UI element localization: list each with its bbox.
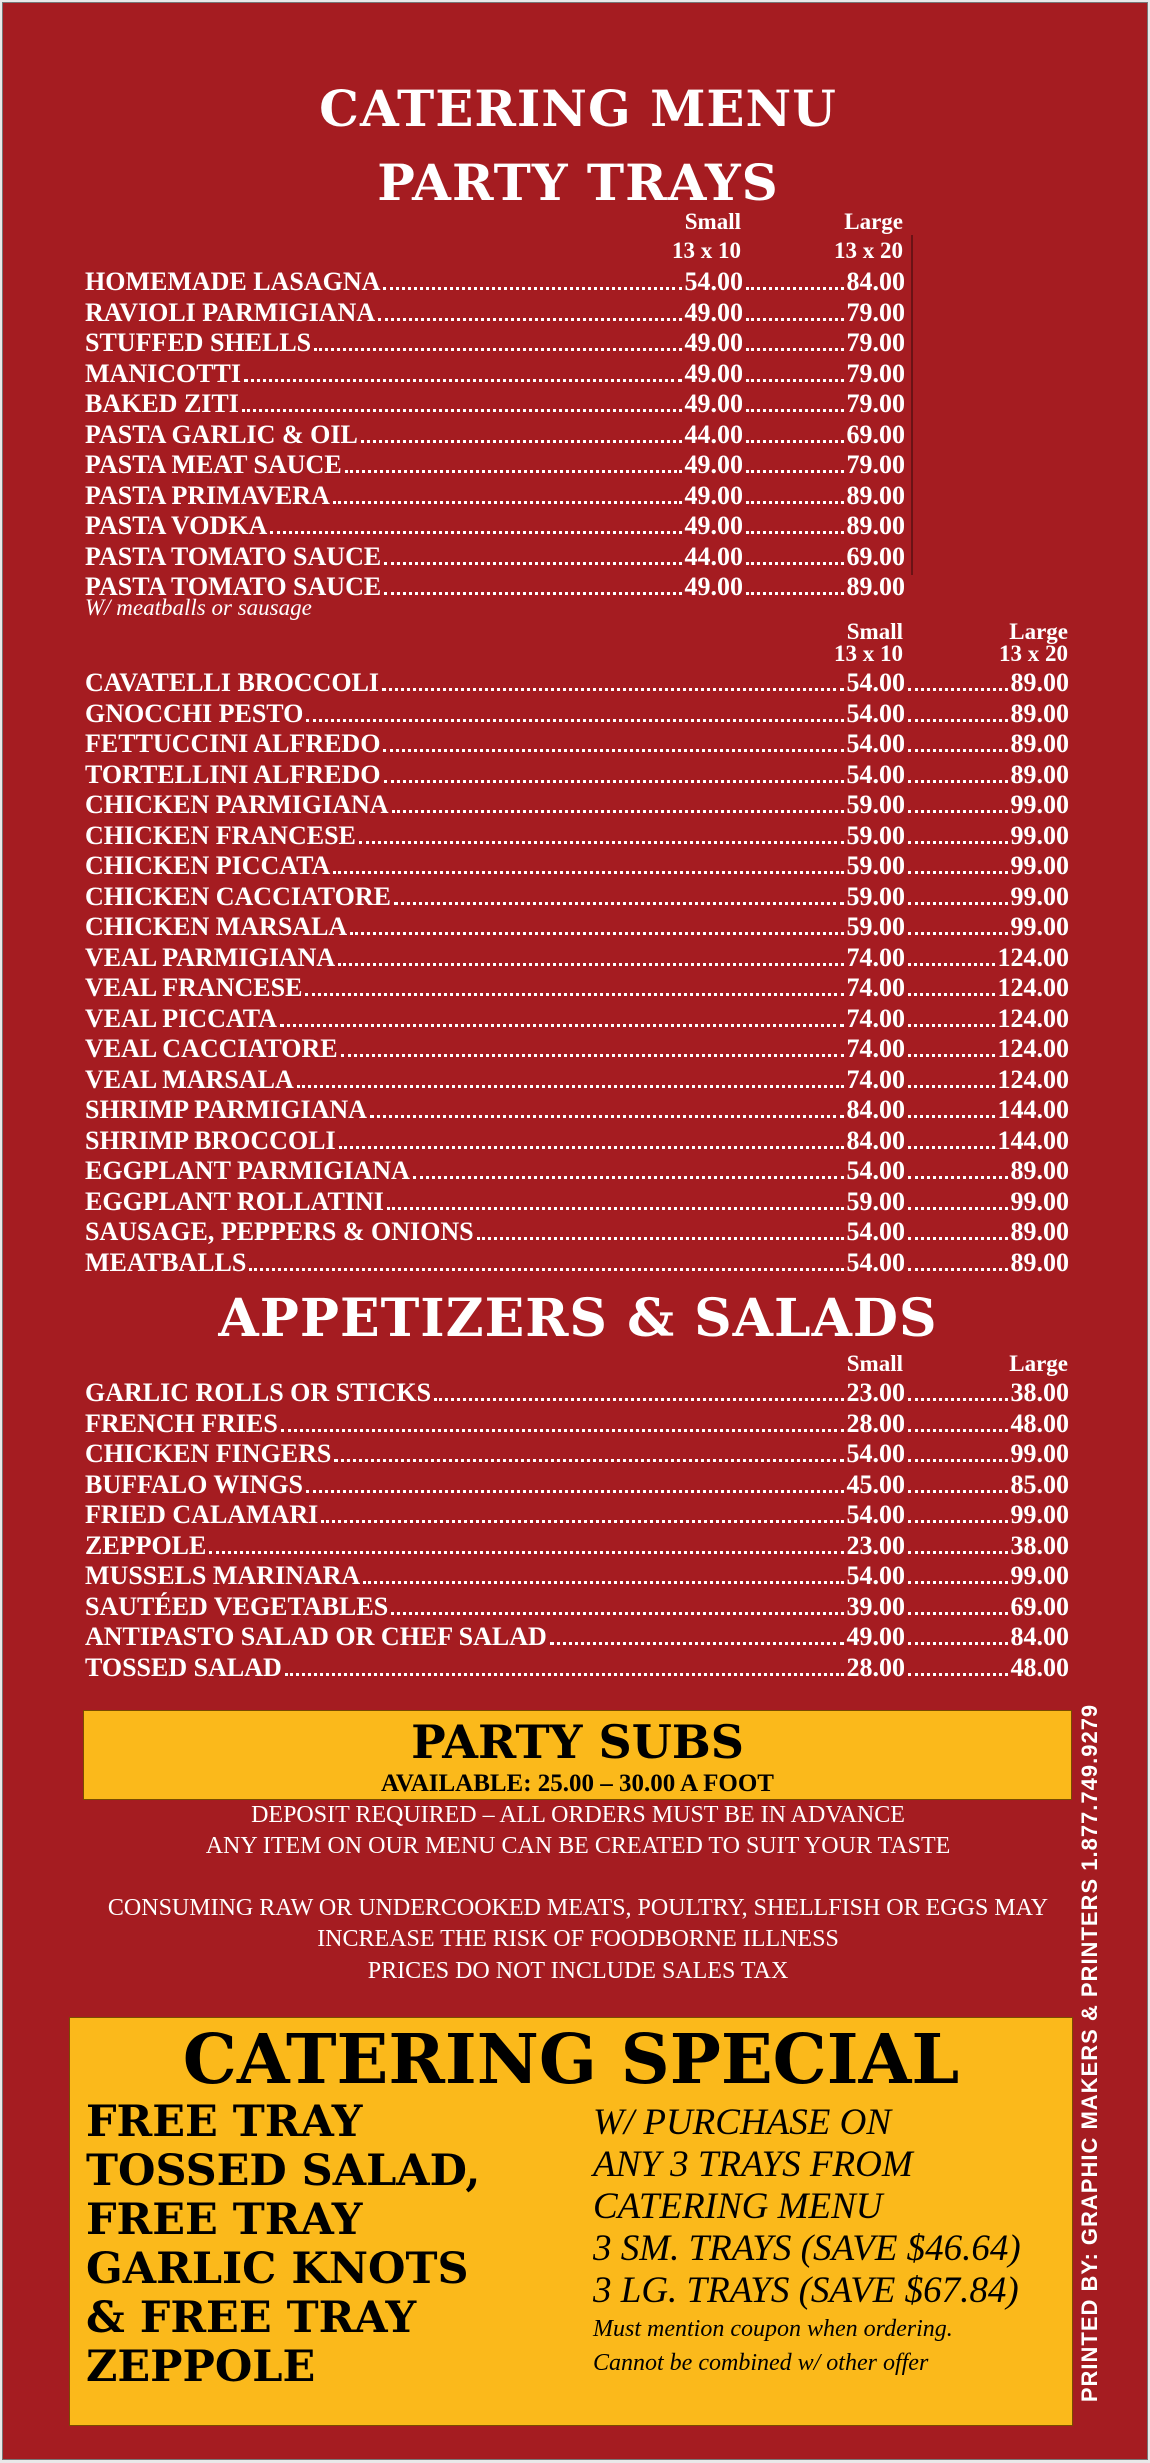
dot-leader [908, 841, 1008, 844]
large-price: 84.00 [846, 267, 905, 296]
dot-leader [908, 1673, 1008, 1676]
item-name: CAVATELLI BROCCOLI [85, 668, 380, 697]
large-price: 99.00 [1010, 851, 1069, 880]
dot-leader [361, 440, 682, 443]
item-name: SHRIMP BROCCOLI [85, 1125, 336, 1155]
dot-leader [746, 318, 844, 321]
dot-leader [339, 1146, 844, 1149]
small-price: 74.00 [846, 1003, 905, 1033]
large-price: 79.00 [846, 328, 905, 357]
dot-leader [392, 810, 844, 813]
large-price: 144.00 [997, 1125, 1069, 1155]
dot-leader [908, 1207, 1008, 1210]
dot-leader [477, 1237, 844, 1240]
large-price: 69.00 [846, 541, 905, 571]
small-price: 54.00 [846, 729, 905, 758]
dot-leader [306, 719, 843, 722]
dot-leader [746, 562, 844, 565]
small-price: 49.00 [684, 450, 743, 479]
menu-item-row [85, 1217, 1069, 1247]
small-price: 84.00 [846, 1125, 905, 1155]
printed-by-text: PRINTED BY: GRAPHIC MAKERS & PRINTERS 1.877.749.9279 [1077, 1703, 1102, 2403]
menu-item-row [85, 481, 905, 511]
small-price: 54.00 [846, 1217, 905, 1246]
large-price: 99.00 [1010, 1439, 1069, 1468]
menu-item-row [85, 450, 905, 480]
item-name: TOSSED SALAD [85, 1652, 282, 1682]
special-right-line: ANY 3 TRAYS FROM [593, 2144, 913, 2185]
small-price: 49.00 [846, 1622, 905, 1651]
small-price: 59.00 [846, 820, 905, 850]
menu-item-row [85, 359, 905, 389]
special-right-line: 3 SM. TRAYS (SAVE $46.64) [593, 2228, 1021, 2269]
large-price: 124.00 [997, 973, 1069, 1002]
dot-leader [383, 749, 843, 752]
party-trays-title: PARTY TRAYS [377, 153, 779, 212]
dot-leader [314, 348, 681, 351]
dot-leader [746, 348, 844, 351]
item-name: PASTA PRIMAVERA [85, 480, 330, 510]
menu-item-row [85, 389, 905, 419]
small-price: 39.00 [846, 1591, 905, 1621]
menu-item-row [85, 943, 1069, 973]
item-name: BAKED ZITI [85, 389, 239, 418]
small-price: 28.00 [846, 1408, 905, 1438]
item-name: EGGPLANT PARMIGIANA [85, 1156, 410, 1185]
small-price: 59.00 [846, 912, 905, 941]
dot-leader [908, 932, 1008, 935]
dot-leader [908, 871, 1008, 874]
item-name: ZEPPOLE [85, 1530, 207, 1560]
item-name: MUSSELS MARINARA [85, 1561, 361, 1590]
small-price: 74.00 [846, 942, 905, 972]
item-name: FRENCH FRIES [85, 1408, 278, 1438]
dot-leader [270, 531, 681, 534]
special-offer-left [86, 2098, 480, 2392]
menu-item-row [85, 1561, 1069, 1591]
large-price: 99.00 [1010, 1561, 1069, 1590]
small-price: 44.00 [684, 541, 743, 571]
special-right-line: 3 LG. TRAYS (SAVE $67.84) [593, 2270, 1019, 2311]
dot-leader [281, 1429, 844, 1432]
menu-item-row [85, 328, 905, 358]
item-name: VEAL FRANCESE [85, 973, 303, 1002]
menu-item-row [85, 729, 1069, 759]
large-price: 144.00 [997, 1095, 1069, 1124]
small-price: 49.00 [684, 572, 743, 601]
dot-leader [338, 963, 843, 966]
dot-leader [908, 1551, 1008, 1554]
special-right-line: CATERING MENU [593, 2186, 883, 2227]
dot-leader [297, 1085, 844, 1088]
dot-leader [285, 1673, 844, 1676]
small-price: 54.00 [846, 1500, 905, 1529]
dot-leader [746, 409, 844, 412]
large-price: 79.00 [846, 297, 905, 327]
dot-leader [908, 1612, 1008, 1615]
menu-item-row [85, 1156, 1069, 1186]
item-name: ANTIPASTO SALAD OR CHEF SALAD [85, 1622, 547, 1651]
small-price: 74.00 [846, 973, 905, 1002]
large-price: 89.00 [1010, 668, 1069, 697]
large-price: 99.00 [1010, 912, 1069, 941]
menu-item-row [85, 1622, 1069, 1652]
dot-leader [908, 1581, 1008, 1584]
menu-item-row [85, 699, 1069, 729]
dot-leader [363, 1581, 843, 1584]
item-name: SAUSAGE, PEPPERS & ONIONS [85, 1217, 474, 1246]
small-price: 23.00 [846, 1530, 905, 1560]
printed-by-credit [1067, 1703, 1113, 2403]
dot-leader [908, 749, 1008, 752]
item-name: BUFFALO WINGS [85, 1469, 303, 1499]
special-left-line: FREE TRAY [86, 2195, 363, 2245]
menu-item-row [85, 1592, 1069, 1622]
large-price: 79.00 [846, 389, 905, 418]
small-price: 45.00 [846, 1469, 905, 1499]
small-price: 49.00 [684, 480, 743, 510]
dot-leader [746, 531, 844, 534]
item-name: STUFFED SHELLS [85, 328, 312, 357]
large-price: 89.00 [846, 480, 905, 510]
small-price: 84.00 [846, 1095, 905, 1124]
item-name: VEAL MARSALA [85, 1064, 294, 1094]
dot-leader [334, 1459, 843, 1462]
dot-leader [746, 440, 844, 443]
item-name: CHICKEN CACCIATORE [85, 881, 392, 911]
small-price: 49.00 [684, 328, 743, 357]
large-price: 124.00 [997, 1034, 1069, 1063]
menu-item-row [85, 1500, 1069, 1530]
deposit-note: DEPOSIT REQUIRED – ALL ORDERS MUST BE IN ADVANCE [251, 1802, 905, 1828]
dot-leader [908, 1490, 1008, 1493]
menu-item-row [85, 821, 1069, 851]
dot-leader [333, 501, 682, 504]
special-left-line: GARLIC KNOTS [86, 2244, 469, 2294]
dot-leader [244, 379, 681, 382]
entree-large-size: 13 x 20 [999, 641, 1068, 666]
menu-item-row [85, 790, 1069, 820]
small-price: 44.00 [684, 419, 743, 449]
menu-item-row [85, 420, 905, 450]
small-price: 49.00 [684, 511, 743, 540]
small-price: 49.00 [684, 358, 743, 388]
dot-leader [345, 470, 682, 473]
large-price: 89.00 [1010, 1217, 1069, 1246]
item-name: MEATBALLS [85, 1247, 247, 1277]
special-right-line: W/ PURCHASE ON [593, 2102, 892, 2143]
small-price: 54.00 [846, 1439, 905, 1468]
menu-item-row [85, 973, 1069, 1003]
small-price: 54.00 [846, 1156, 905, 1185]
menu-item-row [85, 511, 905, 541]
large-price: 38.00 [1010, 1530, 1069, 1560]
item-name: HOMEMADE LASAGNA [85, 267, 381, 296]
menu-item-row [85, 760, 1069, 790]
dot-leader [359, 841, 844, 844]
menu-item-row [85, 1409, 1069, 1439]
pasta-small-header: Small [684, 209, 741, 234]
large-price: 89.00 [1010, 729, 1069, 758]
dot-leader [242, 409, 682, 412]
small-price: 54.00 [684, 267, 743, 296]
special-fine-print: Must mention coupon when ordering. [593, 2316, 953, 2342]
dot-leader [387, 1207, 844, 1210]
small-price: 49.00 [684, 389, 743, 418]
entree-small-header: Small [846, 619, 903, 644]
menu-item-row [85, 912, 1069, 942]
large-price: 89.00 [1010, 698, 1069, 728]
large-price: 124.00 [997, 1003, 1069, 1033]
item-name: FRIED CALAMARI [85, 1500, 319, 1529]
item-name: CHICKEN PARMIGIANA [85, 790, 389, 819]
pasta-large-header: Large [844, 209, 903, 234]
small-price: 74.00 [846, 1064, 905, 1094]
dot-leader [746, 379, 844, 382]
menu-item-row [85, 1378, 1069, 1408]
small-price: 54.00 [846, 1561, 905, 1590]
item-name: MANICOTTI [85, 358, 242, 388]
large-price: 99.00 [1010, 790, 1069, 819]
item-name: PASTA GARLIC & OIL [85, 419, 358, 449]
dot-leader [908, 993, 995, 996]
large-price: 99.00 [1010, 820, 1069, 850]
dot-leader [382, 688, 843, 691]
entree-large-header: Large [1009, 619, 1068, 644]
large-price: 124.00 [997, 1064, 1069, 1094]
dot-leader [908, 810, 1008, 813]
large-price: 89.00 [1010, 1156, 1069, 1185]
dot-leader [908, 1237, 1008, 1240]
item-name: CHICKEN FRANCESE [85, 820, 356, 850]
menu-item-row [85, 1065, 1069, 1095]
item-name: PASTA VODKA [85, 511, 268, 540]
small-price: 49.00 [684, 297, 743, 327]
dot-leader [249, 1268, 843, 1271]
item-name: EGGPLANT ROLLATINI [85, 1186, 384, 1216]
party-subs-price: AVAILABLE: 25.00 – 30.00 A FOOT [381, 1770, 774, 1797]
item-name: TORTELLINI ALFREDO [85, 759, 381, 789]
item-name: VEAL PARMIGIANA [85, 942, 336, 972]
dot-leader [280, 1024, 844, 1027]
dot-leader [384, 592, 681, 595]
menu-item-row [85, 1034, 1069, 1064]
dot-leader [746, 592, 844, 595]
item-name: GARLIC ROLLS OR STICKS [85, 1378, 432, 1407]
dot-leader [908, 1085, 995, 1088]
special-fine-print: Cannot be combined w/ other offer [593, 2350, 929, 2376]
special-left-line: & FREE TRAY [86, 2293, 417, 2343]
item-name: PASTA TOMATO SAUCE [85, 541, 382, 571]
appetizer-large-header: Large [1009, 1351, 1068, 1376]
item-name: GNOCCHI PESTO [85, 698, 304, 728]
large-price: 85.00 [1010, 1469, 1069, 1499]
special-left-line: ZEPPOLE [86, 2342, 316, 2392]
special-offer-right [593, 2102, 1021, 2380]
dot-leader [908, 1024, 995, 1027]
item-name: RAVIOLI PARMIGIANA [85, 297, 376, 327]
dot-leader [908, 1115, 995, 1118]
large-price: 69.00 [846, 419, 905, 449]
small-price: 28.00 [846, 1652, 905, 1682]
menu-item-row [85, 1187, 1069, 1217]
dot-leader [746, 501, 844, 504]
item-name: CHICKEN FINGERS [85, 1439, 332, 1468]
catering-special-title: CATERING SPECIAL [182, 2020, 960, 2100]
dot-leader [305, 993, 843, 996]
dot-leader [370, 1115, 844, 1118]
pasta-large-size: 13 x 20 [834, 238, 903, 263]
dot-leader [746, 287, 844, 290]
dot-leader [908, 1459, 1008, 1462]
item-name: PASTA MEAT SAUCE [85, 450, 342, 479]
dot-leader [908, 1520, 1008, 1523]
dot-leader [209, 1551, 843, 1554]
item-name: CHICKEN PICCATA [85, 851, 331, 880]
menu-item-row [85, 851, 1069, 881]
large-price: 48.00 [1010, 1652, 1069, 1682]
large-price: 38.00 [1010, 1378, 1069, 1407]
entree-small-size: 13 x 10 [834, 641, 903, 666]
dot-leader [908, 780, 1008, 783]
large-price: 89.00 [846, 572, 905, 601]
small-price: 59.00 [846, 851, 905, 880]
small-price: 23.00 [846, 1378, 905, 1407]
health-warning-line1: CONSUMING RAW OR UNDERCOOKED MEATS, POULTRY, SHELLFISH OR EGGS MAY [107, 1895, 1049, 1921]
dot-leader [550, 1642, 844, 1645]
large-price: 69.00 [1010, 1591, 1069, 1621]
dot-leader [378, 318, 681, 321]
small-price: 59.00 [846, 1186, 905, 1216]
catering-special-box [69, 2017, 1073, 2426]
menu-item-row [85, 1095, 1069, 1125]
dot-leader [434, 1398, 843, 1401]
item-name: FETTUCCINI ALFREDO [85, 729, 381, 758]
large-price: 89.00 [1010, 759, 1069, 789]
large-price: 79.00 [846, 450, 905, 479]
large-price: 124.00 [997, 942, 1069, 972]
item-name: VEAL PICCATA [85, 1003, 277, 1033]
health-warning-line2: INCREASE THE RISK OF FOODBORNE ILLNESS [317, 1926, 839, 1952]
dot-leader [321, 1520, 843, 1523]
item-name: SHRIMP PARMIGIANA [85, 1095, 367, 1124]
catering-menu-title: CATERING MENU [319, 79, 837, 138]
dot-leader [908, 963, 995, 966]
small-price: 59.00 [846, 881, 905, 911]
dot-leader [746, 470, 844, 473]
dot-leader [908, 1176, 1008, 1179]
appetizer-small-header: Small [846, 1351, 903, 1376]
menu-item-row [85, 1470, 1069, 1500]
large-price: 89.00 [1010, 1247, 1069, 1277]
dot-leader [908, 1642, 1008, 1645]
dot-leader [394, 902, 843, 905]
dot-leader [908, 1054, 995, 1057]
dot-leader [908, 902, 1008, 905]
special-left-line: FREE TRAY [86, 2097, 363, 2147]
dot-leader [333, 871, 843, 874]
menu-item-row [85, 1004, 1069, 1034]
menu-item-row [85, 882, 1069, 912]
menu-item-row [85, 267, 905, 297]
item-name: PASTA TOMATO SAUCE [85, 572, 382, 601]
menu-item-row [85, 668, 1069, 698]
dot-leader [391, 1612, 843, 1615]
large-price: 99.00 [1010, 881, 1069, 911]
menu-item-row [85, 1531, 1069, 1561]
pasta-divider [911, 235, 913, 575]
tax-note: PRICES DO NOT INCLUDE SALES TAX [367, 1958, 789, 1984]
dot-leader [908, 719, 1008, 722]
item-name: VEAL CACCIATORE [85, 1034, 338, 1063]
custom-note: ANY ITEM ON OUR MENU CAN BE CREATED TO SUIT YOUR TASTE [205, 1833, 951, 1859]
small-price: 59.00 [846, 790, 905, 819]
menu-item-row [85, 542, 905, 572]
dot-leader [908, 1268, 1008, 1271]
appetizers-title: APPETIZERS & SALADS [218, 1288, 938, 1349]
large-price: 89.00 [846, 511, 905, 540]
large-price: 99.00 [1010, 1186, 1069, 1216]
menu-item-row [85, 1126, 1069, 1156]
dot-leader [908, 1146, 995, 1149]
menu-board [2, 2, 1148, 2460]
party-subs-title: PARTY SUBS [411, 1715, 744, 1769]
dot-leader [306, 1490, 844, 1493]
dot-leader [908, 1429, 1008, 1432]
small-price: 54.00 [846, 668, 905, 697]
dot-leader [341, 1054, 844, 1057]
small-price: 54.00 [846, 698, 905, 728]
dot-leader [413, 1176, 844, 1179]
menu-item-row [85, 1248, 1069, 1278]
item-name: CHICKEN MARSALA [85, 912, 348, 941]
menu-item-row [85, 1653, 1069, 1683]
special-left-line: TOSSED SALAD, [86, 2146, 481, 2196]
menu-item-row [85, 1439, 1069, 1469]
pasta-note: W/ meatballs or sausage [85, 595, 312, 620]
dot-leader [350, 932, 843, 935]
large-price: 84.00 [1010, 1622, 1069, 1651]
menu-item-row [85, 298, 905, 328]
large-price: 48.00 [1010, 1408, 1069, 1438]
dot-leader [908, 1398, 1008, 1401]
pasta-small-size: 13 x 10 [672, 238, 741, 263]
dot-leader [908, 688, 1008, 691]
party-subs-box [83, 1710, 1072, 1800]
small-price: 74.00 [846, 1034, 905, 1063]
dot-leader [384, 562, 681, 565]
item-name: SAUTÉED VEGETABLES [85, 1591, 389, 1621]
dot-leader [383, 287, 681, 290]
large-price: 99.00 [1010, 1500, 1069, 1529]
small-price: 54.00 [846, 759, 905, 789]
small-price: 54.00 [846, 1247, 905, 1277]
dot-leader [384, 780, 844, 783]
large-price: 79.00 [846, 358, 905, 388]
